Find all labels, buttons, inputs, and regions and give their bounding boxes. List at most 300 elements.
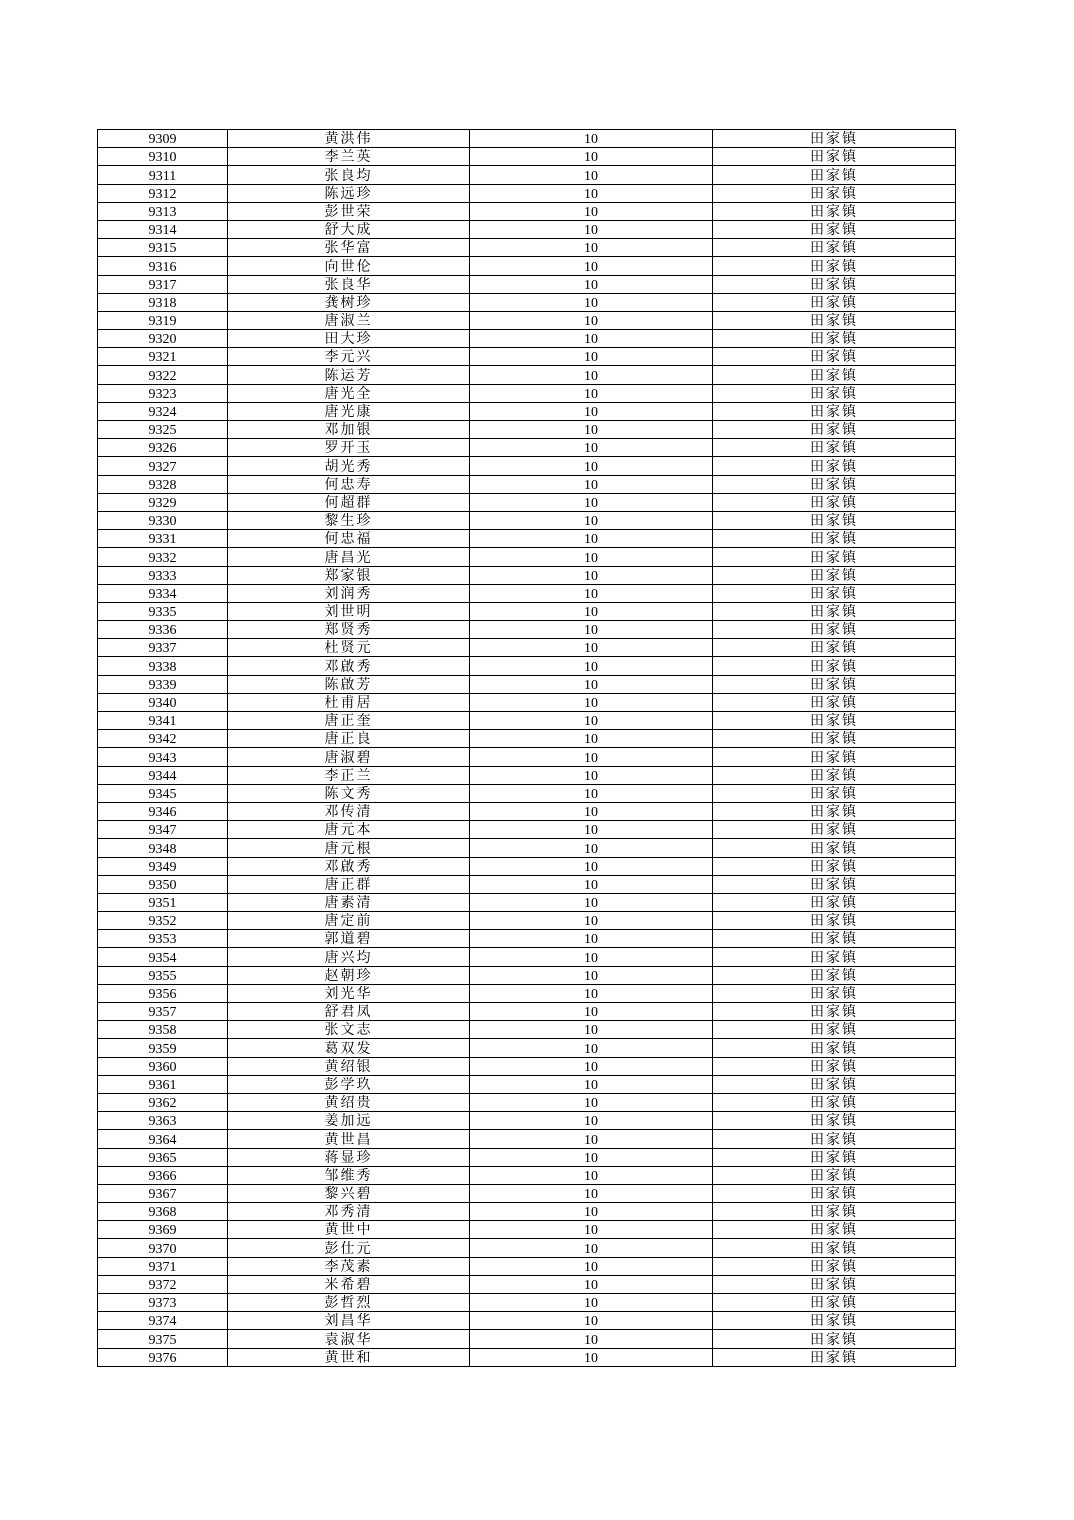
amount-cell: 10 — [470, 1184, 713, 1202]
serial-number-cell: 9348 — [98, 839, 228, 857]
table-row — [98, 1148, 956, 1166]
amount-cell: 10 — [470, 493, 713, 511]
table-row — [98, 493, 956, 511]
table-row — [98, 311, 956, 329]
table-row — [98, 184, 956, 202]
table-row — [98, 275, 956, 293]
serial-number-cell: 9328 — [98, 475, 228, 493]
town-cell: 田家镇 — [713, 1257, 956, 1275]
town-cell: 田家镇 — [713, 1003, 956, 1021]
amount-cell: 10 — [470, 1330, 713, 1348]
serial-number-cell: 9366 — [98, 1166, 228, 1184]
serial-number-cell: 9376 — [98, 1348, 228, 1366]
serial-number-cell: 9359 — [98, 1039, 228, 1057]
serial-number-cell: 9353 — [98, 930, 228, 948]
table-row — [98, 584, 956, 602]
amount-cell: 10 — [470, 330, 713, 348]
name-cell: 罗开玉 — [228, 439, 470, 457]
name-cell: 彭哲烈 — [228, 1294, 470, 1312]
subsidy-roster-table — [97, 129, 956, 1367]
town-cell: 田家镇 — [713, 130, 956, 148]
town-cell: 田家镇 — [713, 948, 956, 966]
name-cell: 黄绍贵 — [228, 1093, 470, 1111]
amount-cell: 10 — [470, 1348, 713, 1366]
name-cell: 赵朝珍 — [228, 966, 470, 984]
town-cell: 田家镇 — [713, 821, 956, 839]
table-row — [98, 1130, 956, 1148]
serial-number-cell: 9312 — [98, 184, 228, 202]
table-row — [98, 948, 956, 966]
name-cell: 邓秀清 — [228, 1203, 470, 1221]
town-cell: 田家镇 — [713, 275, 956, 293]
name-cell: 李兰英 — [228, 148, 470, 166]
serial-number-cell: 9345 — [98, 784, 228, 802]
serial-number-cell: 9314 — [98, 220, 228, 238]
name-cell: 陈文秀 — [228, 784, 470, 802]
name-cell: 陈运芳 — [228, 366, 470, 384]
town-cell: 田家镇 — [713, 311, 956, 329]
name-cell: 李元兴 — [228, 348, 470, 366]
name-cell: 邓加银 — [228, 421, 470, 439]
town-cell: 田家镇 — [713, 930, 956, 948]
amount-cell: 10 — [470, 148, 713, 166]
name-cell: 邓啟秀 — [228, 857, 470, 875]
table-row — [98, 1184, 956, 1202]
serial-number-cell: 9316 — [98, 257, 228, 275]
name-cell: 向世伦 — [228, 257, 470, 275]
amount-cell: 10 — [470, 220, 713, 238]
town-cell: 田家镇 — [713, 966, 956, 984]
town-cell: 田家镇 — [713, 675, 956, 693]
serial-number-cell: 9310 — [98, 148, 228, 166]
amount-cell: 10 — [470, 366, 713, 384]
amount-cell: 10 — [470, 257, 713, 275]
serial-number-cell: 9343 — [98, 748, 228, 766]
table-row — [98, 857, 956, 875]
table-row — [98, 220, 956, 238]
amount-cell: 10 — [470, 584, 713, 602]
table-row — [98, 621, 956, 639]
name-cell: 黎生珍 — [228, 511, 470, 529]
amount-cell: 10 — [470, 348, 713, 366]
amount-cell: 10 — [470, 748, 713, 766]
amount-cell: 10 — [470, 548, 713, 566]
name-cell: 黄世昌 — [228, 1130, 470, 1148]
serial-number-cell: 9371 — [98, 1257, 228, 1275]
serial-number-cell: 9375 — [98, 1330, 228, 1348]
table-row — [98, 1075, 956, 1093]
name-cell: 邓啟秀 — [228, 657, 470, 675]
name-cell: 唐正良 — [228, 730, 470, 748]
table-row — [98, 1294, 956, 1312]
name-cell: 唐定前 — [228, 912, 470, 930]
table-row — [98, 166, 956, 184]
serial-number-cell: 9356 — [98, 984, 228, 1002]
roster-table-body — [98, 130, 956, 1367]
serial-number-cell: 9339 — [98, 675, 228, 693]
amount-cell: 10 — [470, 802, 713, 820]
name-cell: 何超群 — [228, 493, 470, 511]
serial-number-cell: 9325 — [98, 421, 228, 439]
amount-cell: 10 — [470, 1003, 713, 1021]
town-cell: 田家镇 — [713, 1130, 956, 1148]
table-row — [98, 1330, 956, 1348]
name-cell: 刘光华 — [228, 984, 470, 1002]
town-cell: 田家镇 — [713, 1275, 956, 1293]
table-row — [98, 875, 956, 893]
town-cell: 田家镇 — [713, 802, 956, 820]
town-cell: 田家镇 — [713, 202, 956, 220]
amount-cell: 10 — [470, 912, 713, 930]
table-row — [98, 912, 956, 930]
town-cell: 田家镇 — [713, 384, 956, 402]
town-cell: 田家镇 — [713, 693, 956, 711]
table-row — [98, 475, 956, 493]
serial-number-cell: 9354 — [98, 948, 228, 966]
name-cell: 唐淑碧 — [228, 748, 470, 766]
table-row — [98, 257, 956, 275]
amount-cell: 10 — [470, 457, 713, 475]
name-cell: 郑家银 — [228, 566, 470, 584]
town-cell: 田家镇 — [713, 1239, 956, 1257]
name-cell: 黄绍银 — [228, 1057, 470, 1075]
name-cell: 郑贤秀 — [228, 621, 470, 639]
table-row — [98, 766, 956, 784]
name-cell: 何忠寿 — [228, 475, 470, 493]
amount-cell: 10 — [470, 202, 713, 220]
name-cell: 唐淑兰 — [228, 311, 470, 329]
name-cell: 唐兴均 — [228, 948, 470, 966]
serial-number-cell: 9338 — [98, 657, 228, 675]
serial-number-cell: 9315 — [98, 239, 228, 257]
amount-cell: 10 — [470, 1112, 713, 1130]
serial-number-cell: 9364 — [98, 1130, 228, 1148]
table-row — [98, 1003, 956, 1021]
table-row — [98, 930, 956, 948]
table-row — [98, 1348, 956, 1366]
serial-number-cell: 9368 — [98, 1203, 228, 1221]
serial-number-cell: 9351 — [98, 893, 228, 911]
table-row — [98, 384, 956, 402]
town-cell: 田家镇 — [713, 1039, 956, 1057]
table-row — [98, 148, 956, 166]
amount-cell: 10 — [470, 875, 713, 893]
table-row — [98, 239, 956, 257]
name-cell: 刘世明 — [228, 602, 470, 620]
serial-number-cell: 9349 — [98, 857, 228, 875]
serial-number-cell: 9355 — [98, 966, 228, 984]
amount-cell: 10 — [470, 566, 713, 584]
town-cell: 田家镇 — [713, 784, 956, 802]
serial-number-cell: 9357 — [98, 1003, 228, 1021]
serial-number-cell: 9360 — [98, 1057, 228, 1075]
amount-cell: 10 — [470, 402, 713, 420]
serial-number-cell: 9327 — [98, 457, 228, 475]
table-row — [98, 657, 956, 675]
table-row — [98, 348, 956, 366]
amount-cell: 10 — [470, 1221, 713, 1239]
table-row — [98, 1203, 956, 1221]
serial-number-cell: 9336 — [98, 621, 228, 639]
name-cell: 唐昌光 — [228, 548, 470, 566]
name-cell: 蒋显珍 — [228, 1148, 470, 1166]
table-row — [98, 1257, 956, 1275]
amount-cell: 10 — [470, 293, 713, 311]
table-row — [98, 821, 956, 839]
town-cell: 田家镇 — [713, 1203, 956, 1221]
town-cell: 田家镇 — [713, 584, 956, 602]
name-cell: 袁淑华 — [228, 1330, 470, 1348]
serial-number-cell: 9309 — [98, 130, 228, 148]
serial-number-cell: 9334 — [98, 584, 228, 602]
town-cell: 田家镇 — [713, 1221, 956, 1239]
name-cell: 张良均 — [228, 166, 470, 184]
name-cell: 邹维秀 — [228, 1166, 470, 1184]
serial-number-cell: 9332 — [98, 548, 228, 566]
town-cell: 田家镇 — [713, 1348, 956, 1366]
name-cell: 米希碧 — [228, 1275, 470, 1293]
name-cell: 唐素清 — [228, 893, 470, 911]
name-cell: 刘润秀 — [228, 584, 470, 602]
name-cell: 邓传清 — [228, 802, 470, 820]
amount-cell: 10 — [470, 1257, 713, 1275]
amount-cell: 10 — [470, 384, 713, 402]
town-cell: 田家镇 — [713, 1112, 956, 1130]
amount-cell: 10 — [470, 966, 713, 984]
town-cell: 田家镇 — [713, 566, 956, 584]
name-cell: 舒君凤 — [228, 1003, 470, 1021]
amount-cell: 10 — [470, 1312, 713, 1330]
amount-cell: 10 — [470, 1039, 713, 1057]
amount-cell: 10 — [470, 693, 713, 711]
name-cell: 张文志 — [228, 1021, 470, 1039]
name-cell: 李茂素 — [228, 1257, 470, 1275]
amount-cell: 10 — [470, 1166, 713, 1184]
table-row — [98, 130, 956, 148]
town-cell: 田家镇 — [713, 857, 956, 875]
town-cell: 田家镇 — [713, 1021, 956, 1039]
table-row — [98, 1093, 956, 1111]
table-row — [98, 1275, 956, 1293]
town-cell: 田家镇 — [713, 402, 956, 420]
amount-cell: 10 — [470, 130, 713, 148]
table-row — [98, 366, 956, 384]
serial-number-cell: 9352 — [98, 912, 228, 930]
town-cell: 田家镇 — [713, 439, 956, 457]
serial-number-cell: 9319 — [98, 311, 228, 329]
table-row — [98, 966, 956, 984]
name-cell: 杜甫居 — [228, 693, 470, 711]
serial-number-cell: 9350 — [98, 875, 228, 893]
table-row — [98, 1021, 956, 1039]
town-cell: 田家镇 — [713, 548, 956, 566]
amount-cell: 10 — [470, 602, 713, 620]
amount-cell: 10 — [470, 1148, 713, 1166]
serial-number-cell: 9321 — [98, 348, 228, 366]
town-cell: 田家镇 — [713, 330, 956, 348]
town-cell: 田家镇 — [713, 657, 956, 675]
town-cell: 田家镇 — [713, 239, 956, 257]
amount-cell: 10 — [470, 184, 713, 202]
name-cell: 陈远珍 — [228, 184, 470, 202]
town-cell: 田家镇 — [713, 257, 956, 275]
table-row — [98, 530, 956, 548]
name-cell: 舒大成 — [228, 220, 470, 238]
serial-number-cell: 9320 — [98, 330, 228, 348]
name-cell: 彭世荣 — [228, 202, 470, 220]
serial-number-cell: 9365 — [98, 1148, 228, 1166]
town-cell: 田家镇 — [713, 639, 956, 657]
table-row — [98, 1239, 956, 1257]
table-row — [98, 784, 956, 802]
name-cell: 唐正群 — [228, 875, 470, 893]
serial-number-cell: 9323 — [98, 384, 228, 402]
name-cell: 彭学玖 — [228, 1075, 470, 1093]
table-row — [98, 839, 956, 857]
serial-number-cell: 9330 — [98, 511, 228, 529]
town-cell: 田家镇 — [713, 148, 956, 166]
amount-cell: 10 — [470, 239, 713, 257]
town-cell: 田家镇 — [713, 220, 956, 238]
table-row — [98, 1166, 956, 1184]
town-cell: 田家镇 — [713, 1057, 956, 1075]
table-row — [98, 457, 956, 475]
table-row — [98, 1039, 956, 1057]
serial-number-cell: 9361 — [98, 1075, 228, 1093]
town-cell: 田家镇 — [713, 293, 956, 311]
town-cell: 田家镇 — [713, 366, 956, 384]
amount-cell: 10 — [470, 730, 713, 748]
serial-number-cell: 9335 — [98, 602, 228, 620]
table-row — [98, 748, 956, 766]
town-cell: 田家镇 — [713, 1148, 956, 1166]
town-cell: 田家镇 — [713, 602, 956, 620]
serial-number-cell: 9347 — [98, 821, 228, 839]
town-cell: 田家镇 — [713, 1166, 956, 1184]
table-row — [98, 330, 956, 348]
table-row — [98, 548, 956, 566]
amount-cell: 10 — [470, 857, 713, 875]
town-cell: 田家镇 — [713, 166, 956, 184]
town-cell: 田家镇 — [713, 748, 956, 766]
amount-cell: 10 — [470, 421, 713, 439]
table-row — [98, 402, 956, 420]
name-cell: 葛双发 — [228, 1039, 470, 1057]
serial-number-cell: 9326 — [98, 439, 228, 457]
amount-cell: 10 — [470, 766, 713, 784]
amount-cell: 10 — [470, 1203, 713, 1221]
amount-cell: 10 — [470, 621, 713, 639]
serial-number-cell: 9344 — [98, 766, 228, 784]
table-row — [98, 439, 956, 457]
town-cell: 田家镇 — [713, 530, 956, 548]
amount-cell: 10 — [470, 530, 713, 548]
name-cell: 黎兴碧 — [228, 1184, 470, 1202]
serial-number-cell: 9372 — [98, 1275, 228, 1293]
name-cell: 龚树珍 — [228, 293, 470, 311]
name-cell: 唐正奎 — [228, 712, 470, 730]
amount-cell: 10 — [470, 948, 713, 966]
amount-cell: 10 — [470, 1093, 713, 1111]
table-row — [98, 511, 956, 529]
amount-cell: 10 — [470, 675, 713, 693]
table-row — [98, 984, 956, 1002]
serial-number-cell: 9373 — [98, 1294, 228, 1312]
table-row — [98, 602, 956, 620]
amount-cell: 10 — [470, 311, 713, 329]
table-row — [98, 693, 956, 711]
amount-cell: 10 — [470, 511, 713, 529]
serial-number-cell: 9342 — [98, 730, 228, 748]
name-cell: 唐元根 — [228, 839, 470, 857]
town-cell: 田家镇 — [713, 421, 956, 439]
table-row — [98, 566, 956, 584]
town-cell: 田家镇 — [713, 839, 956, 857]
town-cell: 田家镇 — [713, 348, 956, 366]
town-cell: 田家镇 — [713, 912, 956, 930]
serial-number-cell: 9363 — [98, 1112, 228, 1130]
town-cell: 田家镇 — [713, 984, 956, 1002]
town-cell: 田家镇 — [713, 493, 956, 511]
town-cell: 田家镇 — [713, 1093, 956, 1111]
serial-number-cell: 9362 — [98, 1093, 228, 1111]
serial-number-cell: 9317 — [98, 275, 228, 293]
name-cell: 张良华 — [228, 275, 470, 293]
table-row — [98, 730, 956, 748]
town-cell: 田家镇 — [713, 766, 956, 784]
serial-number-cell: 9374 — [98, 1312, 228, 1330]
serial-number-cell: 9369 — [98, 1221, 228, 1239]
name-cell: 刘昌华 — [228, 1312, 470, 1330]
amount-cell: 10 — [470, 784, 713, 802]
town-cell: 田家镇 — [713, 730, 956, 748]
name-cell: 黄世中 — [228, 1221, 470, 1239]
name-cell: 黄世和 — [228, 1348, 470, 1366]
serial-number-cell: 9322 — [98, 366, 228, 384]
town-cell: 田家镇 — [713, 1075, 956, 1093]
name-cell: 李正兰 — [228, 766, 470, 784]
name-cell: 黄洪伟 — [228, 130, 470, 148]
table-row — [98, 712, 956, 730]
amount-cell: 10 — [470, 166, 713, 184]
serial-number-cell: 9324 — [98, 402, 228, 420]
table-row — [98, 293, 956, 311]
name-cell: 唐光康 — [228, 402, 470, 420]
amount-cell: 10 — [470, 712, 713, 730]
table-row — [98, 893, 956, 911]
town-cell: 田家镇 — [713, 893, 956, 911]
name-cell: 何忠福 — [228, 530, 470, 548]
name-cell: 彭仕元 — [228, 1239, 470, 1257]
serial-number-cell: 9331 — [98, 530, 228, 548]
amount-cell: 10 — [470, 657, 713, 675]
amount-cell: 10 — [470, 893, 713, 911]
town-cell: 田家镇 — [713, 475, 956, 493]
table-row — [98, 1112, 956, 1130]
serial-number-cell: 9370 — [98, 1239, 228, 1257]
town-cell: 田家镇 — [713, 457, 956, 475]
serial-number-cell: 9346 — [98, 802, 228, 820]
amount-cell: 10 — [470, 821, 713, 839]
name-cell: 胡光秀 — [228, 457, 470, 475]
town-cell: 田家镇 — [713, 1184, 956, 1202]
town-cell: 田家镇 — [713, 1312, 956, 1330]
town-cell: 田家镇 — [713, 712, 956, 730]
amount-cell: 10 — [470, 475, 713, 493]
amount-cell: 10 — [470, 1057, 713, 1075]
serial-number-cell: 9367 — [98, 1184, 228, 1202]
serial-number-cell: 9333 — [98, 566, 228, 584]
